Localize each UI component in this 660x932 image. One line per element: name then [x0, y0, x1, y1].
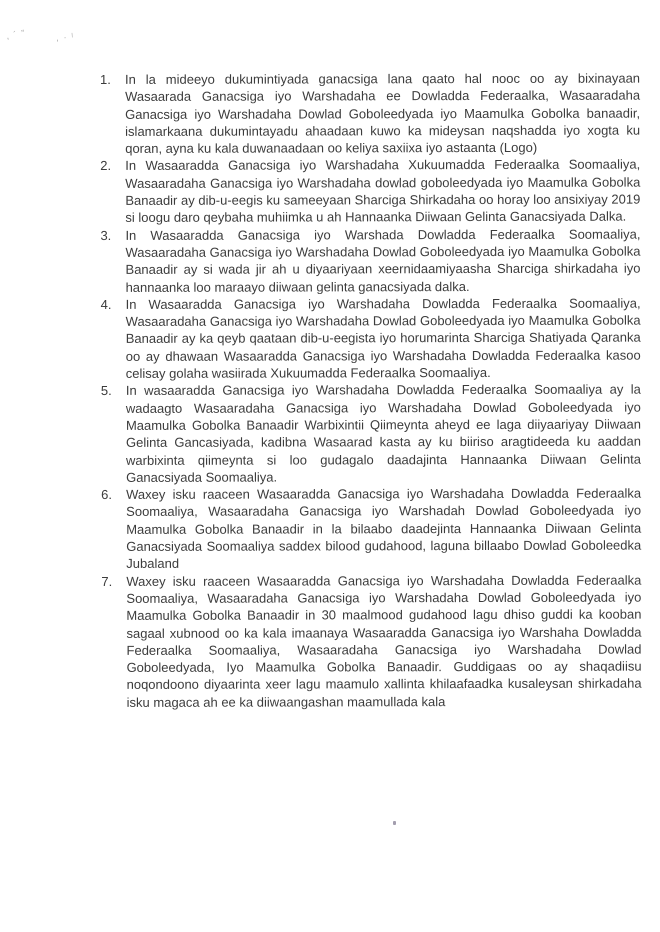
scan-smudge-mark: ,´” — [5, 27, 31, 41]
list-item — [101, 571, 641, 711]
list-item-text: Waxey isku raaceen Wasaaradda Ganacsiga iyo Warshadaha Dowladda Federaalka Soomaaliya, Wasaaradaha Ganacsiga iyo Warshadaha Dowlad Goboleedyada iyo Maamulka Gobolka Banaadir in 30 maalmood gudahood lagu dhiso guddi ka kooban sagaal xubnood oo ka kala imaanaya Wasaaradda Ganacsiga iyo Warshaha Dowladda Federaalka Soomaaliya, Wasaaradaha Ganacsiga iyo Warshadaha Dowlad Goboleedyada, Iyo Maamulka Gobolka Banaadir. Guddigaas oo ay shaqadiisu noqondoono diyaarinta xeer lagu maamulo xallinta khilaafaadka kusaleysan shirkadaha isku magaca ah ee ka diiwaangashan maamullada kala — [126, 572, 642, 710]
list-item-text: In Wasaaradda Ganacsiga iyo Warshadaha Dowladda Federaalka Soomaaliya, Wasaaradaha Ganacsiga iyo Warshadaha Dowlad Goboleedyada iyo Maamulka Gobolka Banaadir ay ka qeyb qaataan dib-u-eegista iyo horumarinta Sharciga Shatiyada Qaranka oo ay dhawaan Wasaaradda Ganacsiga iyo Warshadaha Dowladda Federaalka kasoo celisay golaha wasiirada Xukuumadda Federaalka Soomaaliya. — [125, 295, 641, 381]
list-item-text: Waxey isku raaceen Wasaaradda Ganacsiga iyo Warshadaha Dowladda Federaalka Soomaaliya, Wasaaradaha Ganacsiga iyo Warshadah Dowlad Goboleedyada iyo Maamulka Gobolka Banaadir in la bilaabo daadejinta Hannaanka Diiwaan Gelinta Ganacsiyada Soomaaliya saddex bilood gudahood, laguna billaabo Dowlad Goboleedka Jubaland — [126, 485, 642, 572]
list-item-number: 7. — [101, 573, 113, 589]
list-item — [100, 70, 640, 158]
list-item-number: 5. — [100, 383, 112, 399]
list-item — [100, 156, 640, 227]
ink-speck-artifact — [393, 821, 396, 825]
list-item — [101, 294, 641, 382]
list-item — [101, 485, 641, 573]
list-item-text: In Wasaaradda Ganacsiga iyo Warshada Dowladda Federaalka Soomaaliya, Wasaaradaha Ganacsiga iyo Warshadaha Dowlad Goboleedyada iyo Maamulka Gobolka Banaadir ay si wada jir ah u diyaariyaan xeernidaamiyaasha Sharciga shirkadaha iyo hannaanka loo maraayo diiwaan gelinta ganacsiyada dalka. — [125, 226, 641, 295]
list-item-number: 6. — [101, 487, 112, 503]
list-item-text: In la mideeyo dukumintiyada ganacsiga lana qaato hal nooc oo ay bixinayaan Wasaarada Ganacsiga iyo Warshadaha ee Dowladda Federaalka, Wasaaradaha Ganacsiga iyo Warshadaha Dowlad Goboleedyada iyo Maamulka Gobolka banaadir, islamarkaana dukumintayadu ahaadaan kuwo ka mideysan naqshadda iyo xogta ku qoran, ayna ku kala duwanaadaan oo keliya saxiixa iyo astaanta (Logo) — [125, 70, 641, 157]
list-item-number: 3. — [100, 227, 112, 243]
agreement-points-list — [100, 70, 642, 711]
list-item-text: In wasaaradda Ganacsiga iyo Warshadaha Dowladda Federaalka Soomaaliya ay la wadaagto Wasaaradaha Ganacsiga iyo Warshadaha Dowlad Goboleedyada iyo Maamulka Gobolka Banaadir Warbixintii Qiimeynta aheyd ee laga diiyaariyay Diiwaan Gelinta Gancasiyada, kadibna Wasaarad kasta ay ku biiriso aragtideeda ku aaddan warbixinta qiimeynta si loo gudagalo daadajinta Hannaanka Diiwaan Gelinta Ganacsiyada Soomaaliya. — [125, 381, 642, 485]
list-item — [101, 381, 641, 486]
list-item-number: 1. — [100, 71, 111, 87]
scan-smudge-mark: ,·ˡ — [55, 31, 79, 43]
list-item-number: 2. — [100, 158, 112, 174]
list-item-text: In Wasaaradda Ganacsiga iyo Warshadaha Xukuumadda Federaalka Soomaaliya, Wasaaradaha Ganacsiga iyo Warshadaha dowlad goboleedyada iyo Maamulka Gobolka Banaadir ay dib-u-eegis ku sameeyaan Sharciga Shirkadaha oo horay loo ansixiyay 2019 si loogu daro qeybaha muhiimka u ah Hannaanka Diiwaan Gelinta Ganacsiyada Dalka. — [125, 157, 641, 226]
list-item-number: 4. — [100, 296, 112, 312]
list-item — [100, 225, 640, 296]
